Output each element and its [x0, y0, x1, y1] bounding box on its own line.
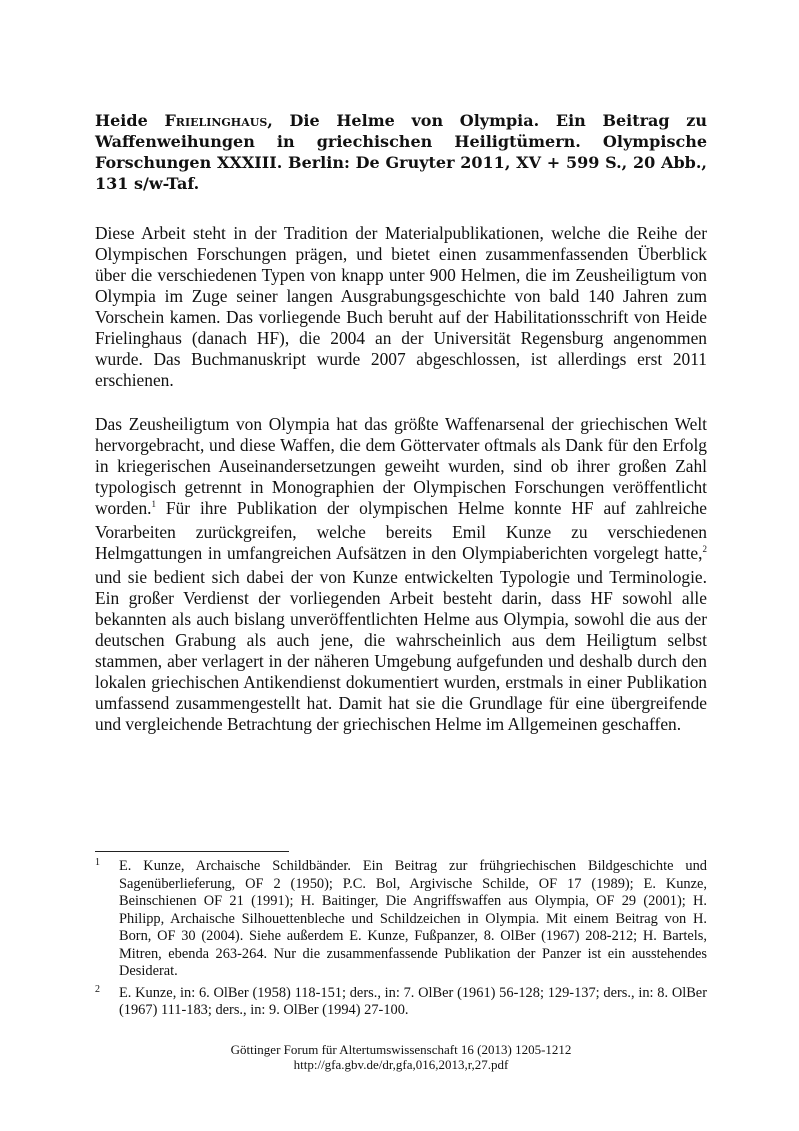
footnote-2 — [95, 985, 707, 1020]
document-page — [95, 110, 707, 1072]
footnotes — [95, 858, 707, 1024]
author-last-name: Frielinghaus — [164, 111, 268, 130]
footnote-number: 2 — [95, 983, 100, 995]
paragraph-2-part-1: Das Zeusheiligtum von Olympia hat das größte Waffenarsenal der griechischen Welt hervorgebracht, und diese Waffen, die dem Göttervater oftmals als Dank für den Erfolg in kriegerischen Auseinandersetzungen geweiht wurden, sind ob ihrer großen Zahl typologisch getrennt in Monographien der Olympischen Forschungen veröffentlicht worden. — [95, 414, 707, 518]
page-footer — [95, 1043, 707, 1072]
paragraph-2-part-2: Für ihre Publikation der olympischen Helme konnte HF auf zahlreiche Vorarbeiten zurückgreifen, welche bereits Emil Kunze zu verschiedenen Helmgattungen in umfangreichen Aufsätzen in den Olympiaberichten vorgelegt hatte, — [95, 498, 707, 563]
document-url[interactable]: http://gfa.gbv.de/dr,gfa,016,2013,r,27.pdf — [293, 1056, 509, 1072]
footnote-number: 1 — [95, 857, 100, 868]
footnote-divider — [95, 851, 289, 852]
paragraph-2-part-3: und sie bedient sich dabei der von Kunze entwickelten Typologie und Terminologie. Ein großer Verdienst der vorliegenden Arbeit besteht darin, dass HF sowohl alle bekannten als auch bislang unveröffentlichten Helme aus Olympia, sowohl die aus der deutschen Grabung als auch jene, die wahrscheinlich aus dem Heiligtum selbst stammen, aber verlagert in der näheren Umgebung aufgefunden und deshalb durch den lokalen griechischen Antikendienst dokumentiert wurden, erstmals in einer Publikation umfassend zusammengestellt hat. Damit hat sie die Grundlage für eine übergreifende und vergleichende Betrachtung der griechischen Helme im Allgemeinen geschaffen. — [95, 567, 707, 734]
footnote-text: E. Kunze, in: 6. OlBer (1958) 118-151; ders., in: 7. OlBer (1961) 56-128; 129-137; ders., in: 8. OlBer (1967) 111-183; ders., in: 9. OlBer (1994) 27-100. — [119, 984, 707, 1018]
footnote-ref-2[interactable]: 2 — [702, 544, 707, 554]
book-title: , Die Helme von Olympia. Ein Beitrag zu Waffenweihungen in griechischen Heiligtümern. Olympische Forschungen XXXIII. Berlin: De Gruyter 2011, XV + 599 S., 20 Abb., 131 s/w-Taf. — [95, 111, 707, 193]
footnote-1 — [95, 858, 707, 981]
review-heading — [95, 110, 707, 194]
footnote-ref-1[interactable]: 1 — [151, 499, 157, 509]
paragraph-2 — [95, 414, 707, 735]
journal-citation: Göttinger Forum für Altertumswissenschaft 16 (2013) 1205-1212 — [230, 1042, 572, 1057]
paragraph-1: Diese Arbeit steht in der Tradition der Materialpublikationen, welche die Reihe der Olympischen Forschungen prägen, und bietet einen zusammenfassenden Überblick über die verschiedenen Typen von knapp unter 900 Helmen, die im Zeusheiligtum von Olympia im Zuge seiner langen Ausgrabungsgeschichte von bald 140 Jahren zum Vorschein kamen. Das vorliegende Buch beruht auf der Habilitationsschrift von Heide Frielinghaus (danach HF), die 2004 an der Universität Regensburg angenommen wurde. Das Buchmanuskript wurde 2007 abgeschlossen, ist allerdings erst 2011 erschienen. — [95, 223, 707, 390]
footnote-text: E. Kunze, Archaische Schildbänder. Ein Beitrag zur frühgriechischen Bildgeschichte und Sagenüberlieferung, OF 2 (1950); P.C. Bol, Argivische Schilde, OF 17 (1989); E. Kunze, Beinschienen OF 21 (1991); H. Baitinger, Die Angriffswaffen aus Olympia, OF 29 (2001); H. Philipp, Archaische Silhouettenbleche und Schildzeichen in Olympia. Mit einem Beitrag von H. Born, OF 30 (2004). Siehe außerdem E. Kunze, Fußpanzer, 8. OlBer (1967) 208-212; H. Bartels, Mitren, ebenda 263-264. Nur die zusammenfassende Publikation der Panzer ist ein ausstehendes Desiderat. — [119, 858, 707, 979]
author-first-name: Heide — [95, 111, 148, 130]
